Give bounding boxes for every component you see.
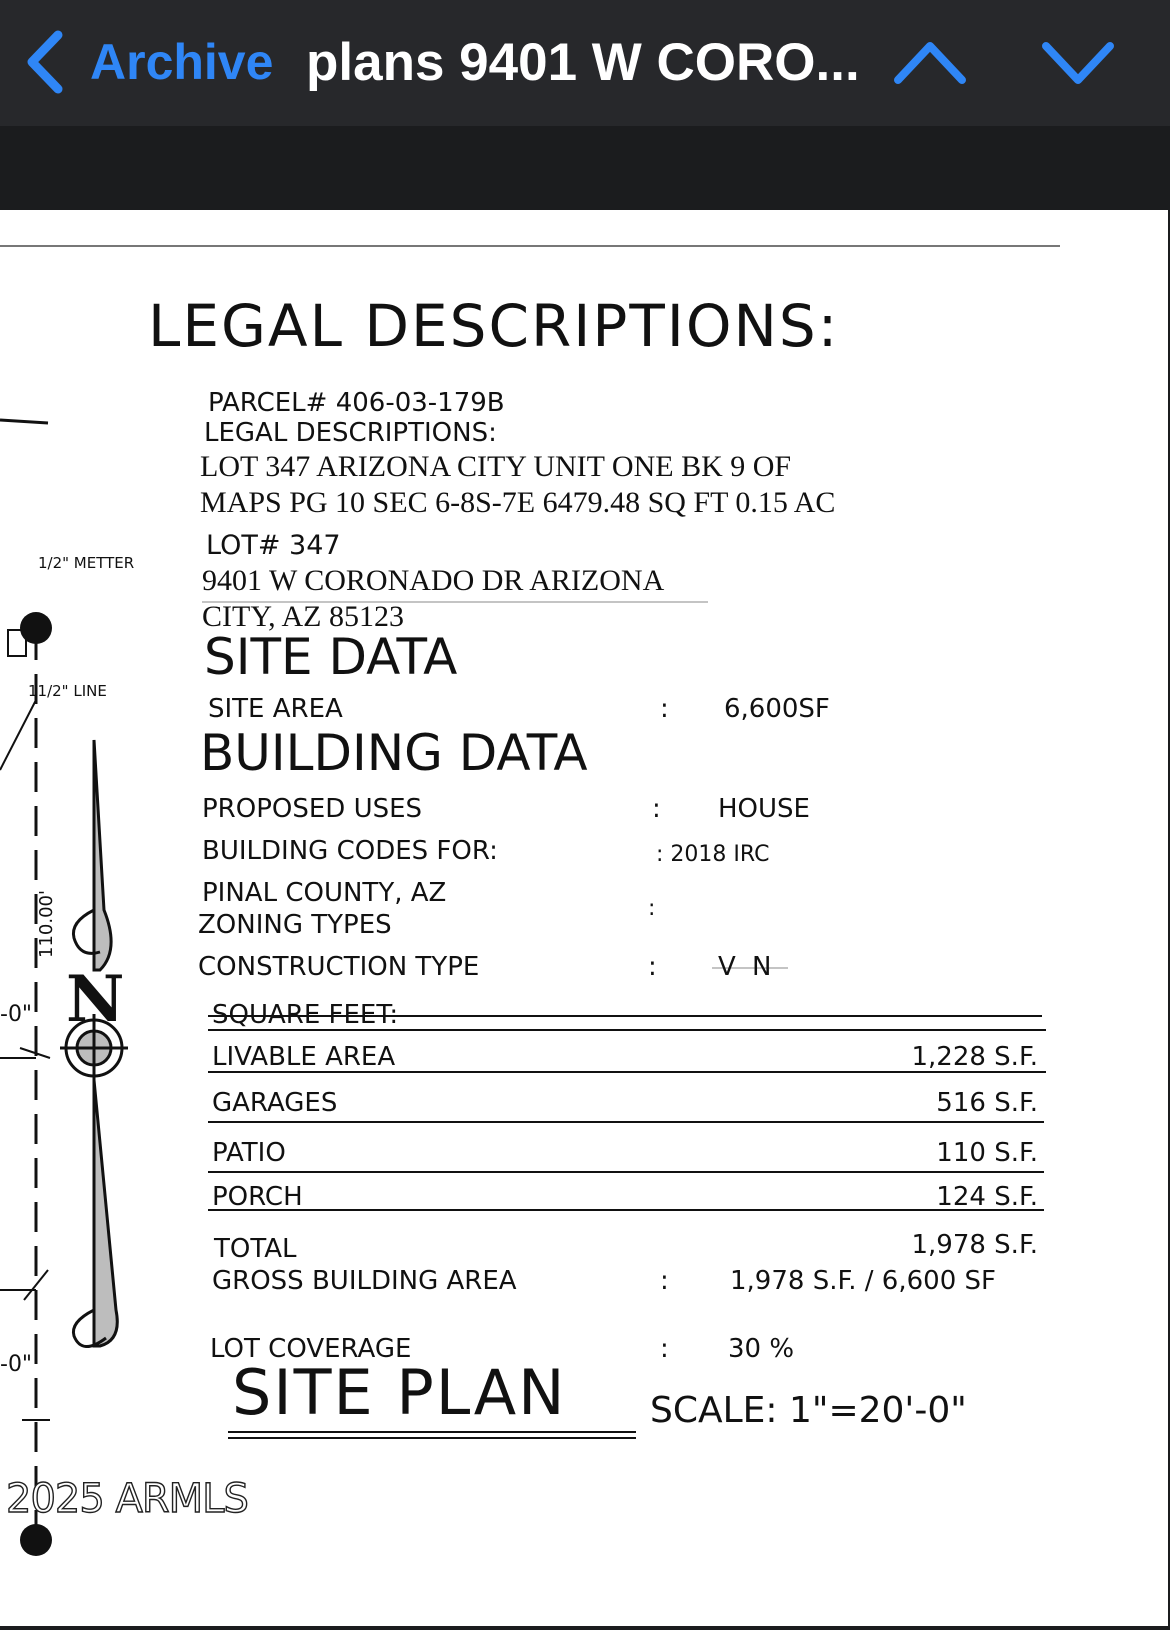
line-label: 11/2" LINE: [28, 682, 107, 700]
site-plan-title: SITE PLAN: [232, 1356, 567, 1429]
lot-coverage-colon: :: [660, 1334, 669, 1364]
gross-building-area-colon: :: [660, 1266, 669, 1296]
navigation-bar: [0, 0, 1170, 126]
building-data-heading: BUILDING DATA: [200, 724, 588, 782]
building-codes-value: : 2018 IRC: [656, 842, 770, 867]
parcel-number: PARCEL# 406-03-179B: [208, 388, 505, 418]
legal-line-2: MAPS PG 10 SEC 6-8S-7E 6479.48 SQ FT 0.15 AC: [200, 486, 836, 519]
site-area-value: 6,600SF: [724, 694, 830, 724]
total-value: 1,978 S.F.: [911, 1230, 1038, 1260]
proposed-uses-value: HOUSE: [718, 794, 810, 824]
secondary-toolbar: [0, 126, 1170, 210]
chevron-left-icon: [22, 29, 68, 95]
dimension-label: 110.00': [36, 890, 57, 958]
copyright-watermark: 2025 ARMLS: [6, 1476, 248, 1522]
sqft-row-value: 110 S.F.: [936, 1138, 1038, 1168]
sqft-row-label: PORCH: [212, 1182, 303, 1212]
north-label: N: [66, 962, 125, 1037]
dimension-left-2: -0": [0, 1352, 33, 1377]
proposed-uses-label: PROPOSED USES: [202, 794, 423, 824]
site-plan-drawing: [0, 210, 1168, 1626]
document-page[interactable]: [0, 210, 1168, 1626]
back-button[interactable]: [22, 24, 273, 100]
gross-building-area-value: 1,978 S.F. / 6,600 SF: [730, 1266, 996, 1296]
chevron-up-icon[interactable]: [892, 36, 968, 88]
lot-number: LOT# 347: [206, 530, 341, 561]
legal-line-1: LOT 347 ARIZONA CITY UNIT ONE BK 9 OF: [200, 450, 792, 483]
address-line-2: CITY, AZ 85123: [202, 600, 404, 633]
sqft-row-label: GARAGES: [212, 1088, 338, 1118]
site-area-colon: :: [660, 694, 669, 724]
construction-type-label: CONSTRUCTION TYPE: [198, 952, 480, 982]
construction-type-colon: :: [648, 952, 657, 982]
proposed-uses-colon: :: [652, 794, 661, 824]
site-data-heading: SITE DATA: [204, 628, 458, 686]
site-area-label: SITE AREA: [208, 694, 343, 724]
sqft-row-value: 516 S.F.: [936, 1088, 1038, 1118]
construction-type-value: V N: [718, 952, 776, 982]
zoning-types-label: ZONING TYPES: [198, 910, 392, 940]
dimension-left-1: -0": [0, 1002, 33, 1027]
address-line-1: 9401 W CORONADO DR ARIZONA: [202, 564, 665, 597]
sqft-row-label: PATIO: [212, 1138, 286, 1168]
lot-coverage-label: LOT COVERAGE: [210, 1334, 412, 1364]
chevron-down-icon[interactable]: [1040, 36, 1116, 88]
sqft-row-value: 1,228 S.F.: [911, 1042, 1038, 1072]
building-codes-label: BUILDING CODES FOR:: [202, 836, 498, 866]
zoning-types-colon: :: [648, 896, 656, 921]
meter-label: 1/2" METTER: [38, 554, 135, 572]
county-label: PINAL COUNTY, AZ: [202, 878, 447, 908]
legal-descriptions-heading: LEGAL DESCRIPTIONS:: [148, 292, 840, 360]
sqft-row-value: 124 S.F.: [936, 1182, 1038, 1212]
legal-descriptions-subheading: LEGAL DESCRIPTIONS:: [204, 418, 497, 448]
square-feet-heading: SQUARE FEET:: [212, 1000, 399, 1030]
lot-coverage-value: 30 %: [728, 1334, 795, 1364]
total-label: TOTAL: [214, 1234, 297, 1264]
sqft-row-label: LIVABLE AREA: [212, 1042, 396, 1072]
scale-label: SCALE: 1"=20'-0": [650, 1390, 967, 1431]
back-label: Archive: [90, 34, 274, 90]
document-title: plans 9401 W CORO...: [306, 33, 860, 92]
gross-building-area-label: GROSS BUILDING AREA: [212, 1266, 517, 1296]
